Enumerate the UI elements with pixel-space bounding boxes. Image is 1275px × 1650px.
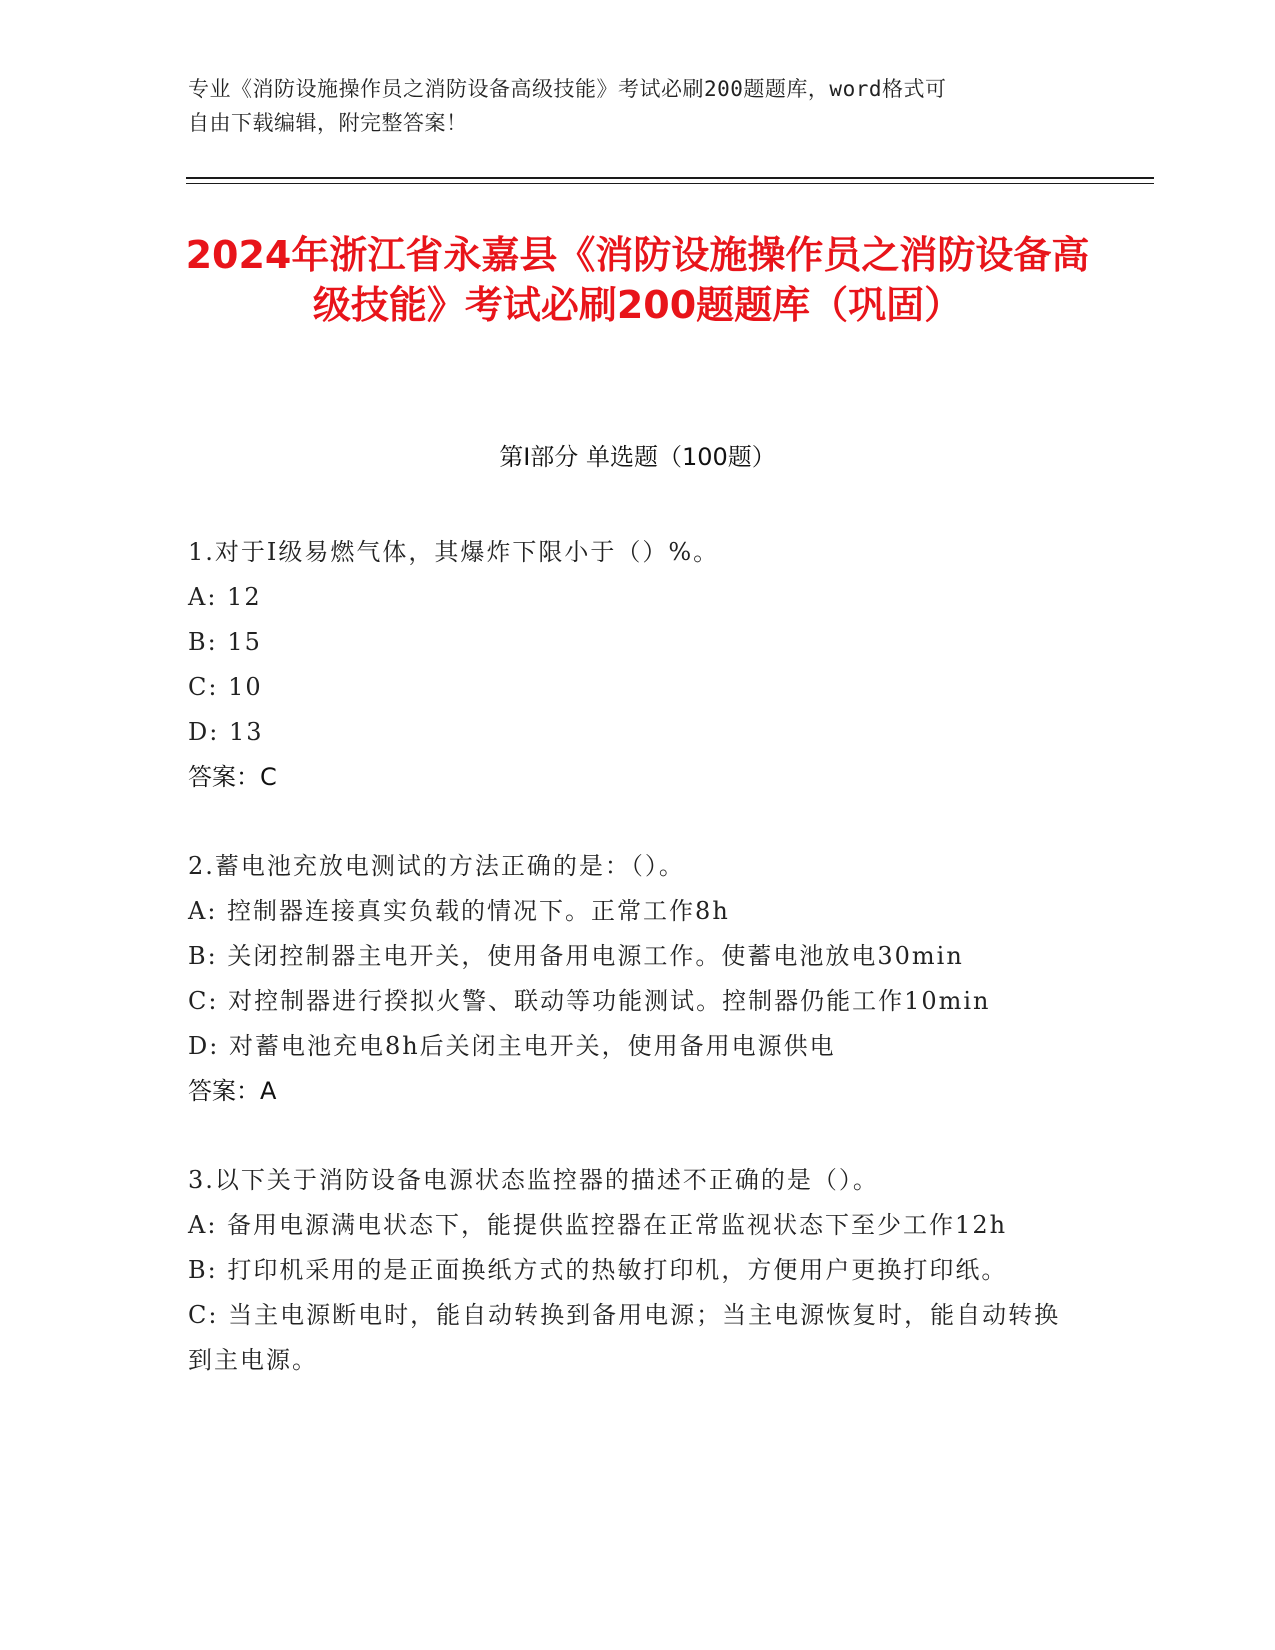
header-note (188, 72, 1088, 140)
header-note-line-2: 自由下载编辑，附完整答案！ (188, 111, 468, 135)
option-b: B: 关闭控制器主电开关，使用备用电源工作。使蓄电池放电30min (188, 942, 964, 970)
option-b: B: 打印机采用的是正面换纸方式的热敏打印机，方便用户更换打印纸。 (188, 1256, 1008, 1284)
option-d: D: 对蓄电池充电8h后关闭主电开关，使用备用电源供电 (188, 1032, 836, 1060)
header-rule-thin (186, 183, 1154, 184)
option-a: A: 备用电源满电状态下，能提供监控器在正常监视状态下至少工作12h (188, 1211, 1008, 1239)
section-heading: 第Ⅰ部分 单选题（100题） (499, 443, 776, 471)
question-stem: 1.对于Ⅰ级易燃气体，其爆炸下限小于（）%。 (188, 538, 720, 566)
header-rule-thick (186, 177, 1154, 179)
question-stem: 2.蓄电池充放电测试的方法正确的是：（）。 (188, 852, 685, 880)
option-a: A: 12 (188, 583, 262, 611)
option-d: D: 13 (188, 718, 264, 746)
answer: 答案：A (188, 1077, 277, 1105)
option-a: A: 控制器连接真实负载的情况下。正常工作8h (188, 897, 730, 925)
answer: 答案：C (188, 763, 277, 791)
question-1 (188, 530, 1078, 800)
option-b: B: 15 (188, 628, 262, 656)
question-list (188, 530, 1078, 1427)
document-title: 2024年浙江省永嘉县《消防设施操作员之消防设备高级技能》考试必刷200题题库（巩固） (185, 233, 1090, 327)
option-c: C: 10 (188, 673, 263, 701)
question-3 (188, 1158, 1078, 1383)
question-stem: 3.以下关于消防设备电源状态监控器的描述不正确的是（）。 (188, 1166, 879, 1194)
question-2 (188, 844, 1078, 1114)
option-c: C: 当主电源断电时，能自动转换到备用电源；当主电源恢复时，能自动转换到主电源。 (188, 1301, 1061, 1374)
header-note-line-1: 专业《消防设施操作员之消防设备高级技能》考试必刷200题题库，word格式可 (188, 77, 947, 101)
option-c: C: 对控制器进行揆拟火警、联动等功能测试。控制器仍能工作10min (188, 987, 991, 1015)
